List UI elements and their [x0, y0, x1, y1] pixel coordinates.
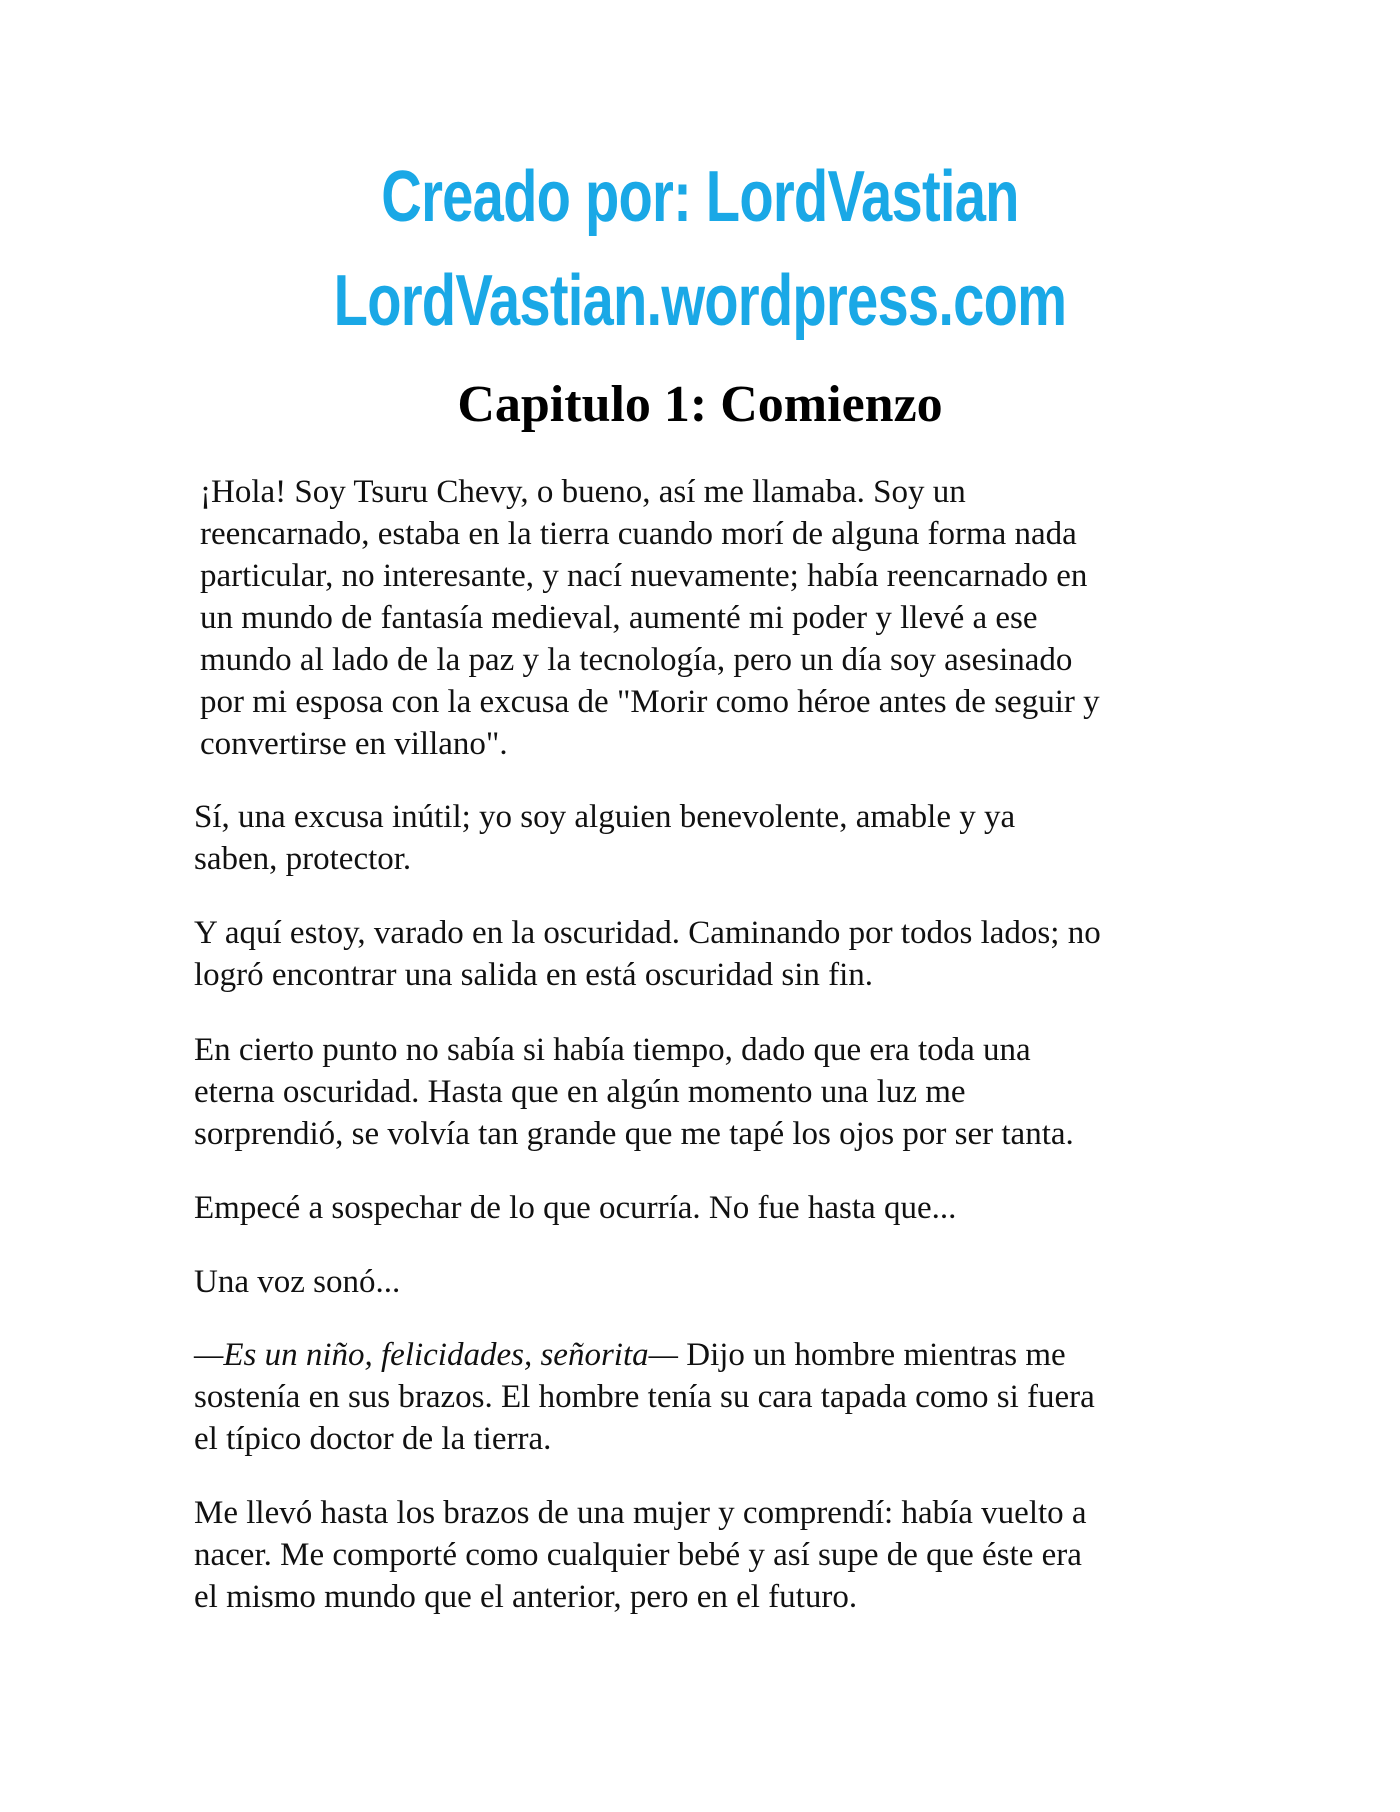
chapter-title: Capitulo 1: Comienzo: [457, 376, 943, 433]
paragraph-line: Empecé a sospechar de lo que ocurría. No fue hasta que...: [194, 1190, 957, 1226]
paragraph-line: nacer. Me comporté como cualquier bebé y así supe de que éste era: [194, 1537, 1082, 1573]
paragraph-line: Me llevó hasta los brazos de una mujer y comprendí: había vuelto a: [194, 1495, 1087, 1531]
paragraph-line: mundo al lado de la paz y la tecnología, pero un día soy asesinado: [200, 642, 1073, 678]
paragraph-line: Una voz sonó...: [194, 1264, 401, 1300]
paragraph-line: el mismo mundo que el anterior, pero en el futuro.: [194, 1579, 858, 1615]
paragraph-line: el típico doctor de la tierra.: [194, 1421, 552, 1457]
paragraph-line: sostenía en sus brazos. El hombre tenía su cara tapada como si fuera: [194, 1379, 1095, 1415]
paragraph-3: [194, 912, 1224, 996]
author-credit: Creado por: LordVastian: [381, 157, 1019, 237]
paragraph-5: [194, 1187, 1224, 1229]
paragraph-line: logró encontrar una salida en está oscuridad sin fin.: [194, 957, 874, 993]
paragraph-8: [194, 1492, 1224, 1618]
paragraph-line: eterna oscuridad. Hasta que en algún momento una luz me: [194, 1074, 966, 1110]
paragraph-4: [194, 1029, 1224, 1155]
paragraph-7: [194, 1334, 1224, 1460]
paragraph-line: reencarnado, estaba en la tierra cuando morí de alguna forma nada: [200, 516, 1077, 552]
paragraph-2: [194, 796, 1224, 880]
paragraph-6: [194, 1261, 1224, 1303]
paragraph-line: convertirse en villano".: [200, 726, 508, 762]
website-url: LordVastian.wordpress.com: [333, 261, 1067, 341]
dialogue-speech: —Es un niño, felicidades, señorita—: [194, 1337, 678, 1373]
paragraph-line: por mi esposa con la excusa de "Morir como héroe antes de seguir y: [200, 684, 1100, 720]
paragraph-line: particular, no interesante, y nací nuevamente; había reencarnado en: [200, 558, 1088, 594]
paragraph-line: saben, protector.: [194, 841, 412, 877]
paragraph-line: En cierto punto no sabía si había tiempo, dado que era toda una: [194, 1032, 1031, 1068]
paragraph-line: Y aquí estoy, varado en la oscuridad. Caminando por todos lados; no: [194, 915, 1101, 951]
paragraph-line: ¡Hola! Soy Tsuru Chevy, o bueno, así me llamaba. Soy un: [200, 474, 966, 510]
paragraph-line: un mundo de fantasía medieval, aumenté mi poder y llevé a ese: [200, 600, 1038, 636]
paragraph-line: sorprendió, se volvía tan grande que me tapé los ojos por ser tanta.: [194, 1116, 1074, 1152]
paragraph-line: [194, 1334, 1224, 1376]
paragraph-1: [200, 471, 1230, 765]
dialogue-narration: Dijo un hombre mientras me: [677, 1337, 1066, 1373]
paragraph-line: Sí, una excusa inútil; yo soy alguien benevolente, amable y ya: [194, 799, 1016, 835]
